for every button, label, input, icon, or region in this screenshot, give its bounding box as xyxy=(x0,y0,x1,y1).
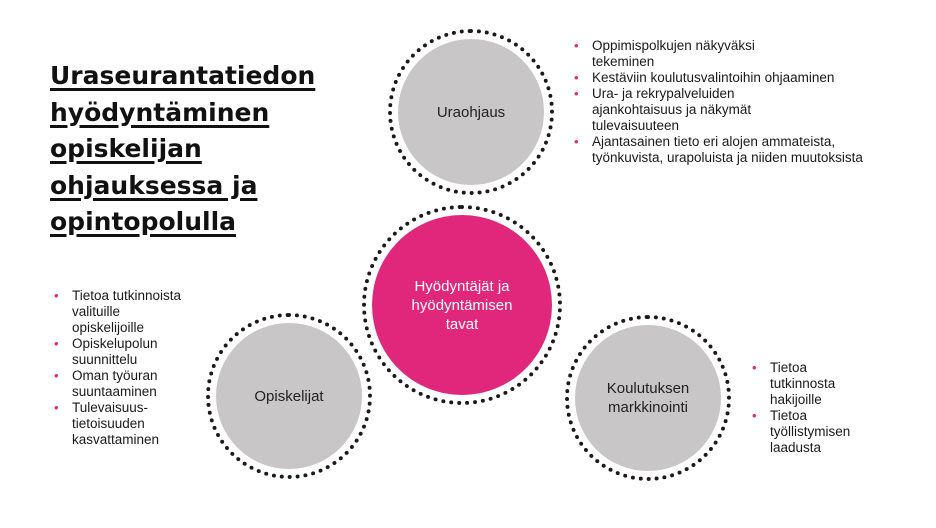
list-item: • Tulevaisuus-tietoisuuden kasvattaminen xyxy=(52,400,212,448)
uraohjaus-circle xyxy=(398,39,544,185)
markkinointi-label: Koulutuksen markkinointi xyxy=(606,380,690,416)
list-item: • Kestäviin koulutusvalintoihin ohjaaminen xyxy=(572,70,842,86)
title-line: hyödyntäminen xyxy=(50,97,270,127)
page-title xyxy=(50,58,370,241)
list-item: • Tietoa työllistymisen laadusta xyxy=(750,408,880,456)
list-item: • Oppimispolkujen näkyväksi tekeminen xyxy=(572,38,767,70)
uraohjaus-label: Uraohjaus xyxy=(436,103,506,121)
list-item: • Ura- ja rekrypalveluiden ajankohtaisuus ja näkymät tulevaisuuteen xyxy=(572,86,802,134)
opiskelijat-bullet-list xyxy=(52,288,202,448)
title-line: opiskelijan xyxy=(50,134,202,163)
title-line: opintopolulla xyxy=(50,207,237,236)
center-label: Hyödyntäjät ja hyödyntämisen tavat xyxy=(411,277,513,333)
markkinointi-circle xyxy=(575,325,721,471)
list-item: • Oman työuran suuntaaminen xyxy=(52,368,202,400)
opiskelijat-circle xyxy=(216,323,362,469)
markkinointi-bullet-list xyxy=(750,360,890,456)
uraohjaus-bullet-list xyxy=(572,38,882,166)
center-circle xyxy=(372,215,552,395)
list-item: • Opiskelupolun suunnittelu xyxy=(52,336,197,368)
list-item: • Tietoa tutkinnosta hakijoille xyxy=(750,360,870,408)
title-line: ohjauksessa ja xyxy=(50,170,258,200)
list-item: • Tietoa tutkinnoista valituille opiskelijoille xyxy=(52,288,187,336)
opiskelijat-label: Opiskelijat xyxy=(254,387,324,405)
title-line: Uraseurantatiedon xyxy=(50,61,316,90)
list-item: • Ajantasainen tieto eri alojen ammateista, työnkuvista, urapoluista ja niiden muutoksista xyxy=(572,134,882,166)
